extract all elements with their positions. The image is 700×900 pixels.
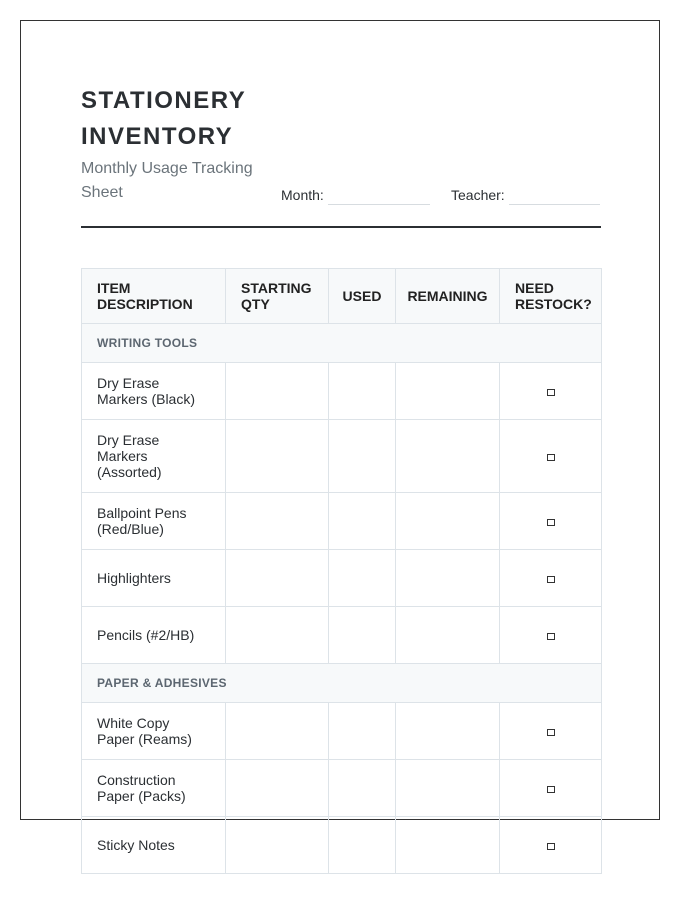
table-row xyxy=(82,607,602,664)
item-description: Construction Paper (Packs) xyxy=(82,760,226,817)
used-cell[interactable] xyxy=(329,607,396,664)
teacher-input-line[interactable] xyxy=(509,184,600,205)
table-header-row xyxy=(82,269,602,324)
need-restock-cell xyxy=(500,760,602,817)
month-label: Month: xyxy=(281,187,324,203)
item-description: Dry Erase Markers (Assorted) xyxy=(82,420,226,493)
need-restock-cell xyxy=(500,420,602,493)
category-row-writing-tools xyxy=(82,324,602,363)
table-row xyxy=(82,817,602,874)
restock-checkbox[interactable] xyxy=(547,633,555,640)
starting-qty-cell[interactable] xyxy=(226,493,329,550)
inventory-table xyxy=(81,268,602,874)
used-cell[interactable] xyxy=(329,817,396,874)
column-header-starting-qty: STARTING QTY xyxy=(226,269,329,324)
used-cell[interactable] xyxy=(329,703,396,760)
teacher-field[interactable] xyxy=(451,184,600,205)
restock-checkbox[interactable] xyxy=(547,729,555,736)
need-restock-cell xyxy=(500,493,602,550)
column-header-remaining: REMAINING xyxy=(396,269,500,324)
remaining-cell[interactable] xyxy=(396,817,500,874)
table-row xyxy=(82,703,602,760)
remaining-cell[interactable] xyxy=(396,420,500,493)
remaining-cell[interactable] xyxy=(396,607,500,664)
used-cell[interactable] xyxy=(329,420,396,493)
column-header-used: USED xyxy=(329,269,396,324)
remaining-cell[interactable] xyxy=(396,550,500,607)
table-row xyxy=(82,760,602,817)
need-restock-cell xyxy=(500,550,602,607)
category-label: PAPER & ADHESIVES xyxy=(82,664,602,703)
table-row xyxy=(82,420,602,493)
starting-qty-cell[interactable] xyxy=(226,817,329,874)
item-description: Ballpoint Pens (Red/Blue) xyxy=(82,493,226,550)
sheet-subtitle: Monthly Usage Tracking Sheet xyxy=(81,160,253,201)
restock-checkbox[interactable] xyxy=(547,389,555,396)
starting-qty-cell[interactable] xyxy=(226,760,329,817)
item-description: White Copy Paper (Reams) xyxy=(82,703,226,760)
month-field[interactable] xyxy=(281,184,430,205)
starting-qty-cell[interactable] xyxy=(226,363,329,420)
restock-checkbox[interactable] xyxy=(547,519,555,526)
used-cell[interactable] xyxy=(329,760,396,817)
table-row xyxy=(82,493,602,550)
remaining-cell[interactable] xyxy=(396,760,500,817)
restock-checkbox[interactable] xyxy=(547,843,555,850)
item-description: Dry Erase Markers (Black) xyxy=(82,363,226,420)
table-row xyxy=(82,363,602,420)
starting-qty-cell[interactable] xyxy=(226,607,329,664)
column-header-item-description: ITEM DESCRIPTION xyxy=(82,269,226,324)
restock-checkbox[interactable] xyxy=(547,786,555,793)
starting-qty-cell[interactable] xyxy=(226,703,329,760)
used-cell[interactable] xyxy=(329,363,396,420)
item-description: Sticky Notes xyxy=(82,817,226,874)
need-restock-cell xyxy=(500,363,602,420)
item-description: Pencils (#2/HB) xyxy=(82,607,226,664)
header-divider xyxy=(81,226,601,228)
starting-qty-cell[interactable] xyxy=(226,420,329,493)
remaining-cell[interactable] xyxy=(396,703,500,760)
sheet-title: STATIONERY INVENTORY xyxy=(81,87,246,150)
inventory-sheet xyxy=(20,20,660,853)
need-restock-cell xyxy=(500,703,602,760)
used-cell[interactable] xyxy=(329,493,396,550)
restock-checkbox[interactable] xyxy=(547,576,555,583)
table-row xyxy=(82,550,602,607)
starting-qty-cell[interactable] xyxy=(226,550,329,607)
item-description: Highlighters xyxy=(82,550,226,607)
used-cell[interactable] xyxy=(329,550,396,607)
column-header-need-restock: NEED RESTOCK? xyxy=(500,269,602,324)
restock-checkbox[interactable] xyxy=(547,454,555,461)
remaining-cell[interactable] xyxy=(396,493,500,550)
month-input-line[interactable] xyxy=(328,184,430,205)
category-label: WRITING TOOLS xyxy=(82,324,602,363)
category-row-paper-adhesives xyxy=(82,664,602,703)
teacher-label: Teacher: xyxy=(451,187,505,203)
need-restock-cell xyxy=(500,817,602,874)
need-restock-cell xyxy=(500,607,602,664)
remaining-cell[interactable] xyxy=(396,363,500,420)
